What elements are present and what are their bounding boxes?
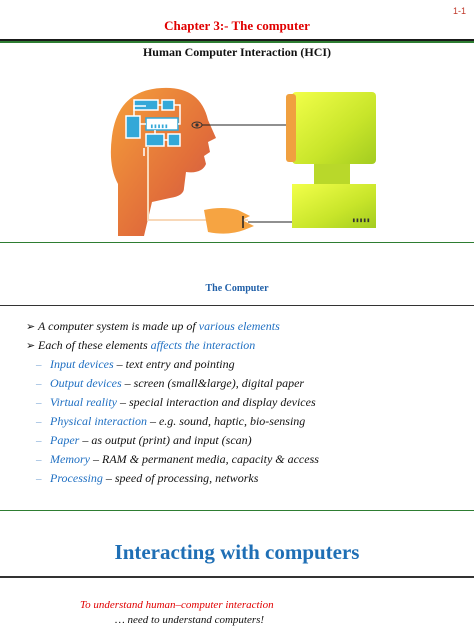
sub-item-term: Output devices <box>50 376 122 390</box>
sub-list-item <box>26 412 319 431</box>
sub-item-desc: – e.g. sound, haptic, bio-sensing <box>146 414 306 428</box>
dash-bullet-icon: – <box>36 454 42 466</box>
sub-item-desc: – screen (small&large), digital paper <box>121 376 305 390</box>
sub-item-desc: – speed of processing, networks <box>102 471 259 485</box>
sub-list-item <box>26 431 319 450</box>
dash-bullet-icon: – <box>36 378 42 390</box>
sub-list-item <box>26 469 319 488</box>
header-divider-green <box>0 41 474 43</box>
slide-heading: Interacting with computers <box>114 540 360 564</box>
sub-item-desc: – as output (print) and input (scan) <box>79 433 252 447</box>
sub-item-desc: – RAM & permanent media, capacity & access <box>89 452 319 466</box>
sub-item-term: Virtual reality <box>50 395 117 409</box>
sub-item-desc: – text entry and pointing <box>113 357 235 371</box>
list-item <box>26 317 319 336</box>
slide-divider <box>0 510 474 511</box>
dash-bullet-icon: – <box>36 473 42 485</box>
sub-list-item <box>26 393 319 412</box>
dash-bullet-icon: – <box>36 416 42 428</box>
bullet-text: Each of these elements <box>38 338 151 352</box>
dash-bullet-icon: – <box>36 435 42 447</box>
sub-list-item <box>26 355 319 374</box>
sub-item-term: Memory <box>50 452 90 466</box>
bullet-highlight: various elements <box>198 319 280 333</box>
arrow-bullet-icon: ➢ <box>26 321 36 333</box>
hci-title: Human Computer Interaction (HCI) <box>142 45 332 59</box>
sub-item-term: Physical interaction <box>50 414 147 428</box>
section-divider <box>0 305 474 306</box>
quote-line-2: … need to understand computers! <box>115 614 265 626</box>
sub-item-term: Paper <box>50 433 80 447</box>
sub-item-term: Processing <box>50 471 103 485</box>
svg-text:▮▮▮▮▮: ▮▮▮▮▮ <box>150 123 169 130</box>
sub-list-item <box>26 374 319 393</box>
bullet-text: A computer system is made up of <box>38 319 199 333</box>
arrow-bullet-icon: ➢ <box>26 340 36 352</box>
heading-divider <box>0 576 474 578</box>
sub-item-term: Input devices <box>50 357 114 371</box>
computer-tower-icon <box>292 164 376 228</box>
sub-list-item <box>26 450 319 469</box>
page-number: 1-1 <box>452 6 466 16</box>
dash-bullet-icon: – <box>36 359 42 371</box>
section-title: The Computer <box>205 283 269 294</box>
hci-illustration <box>104 86 384 238</box>
illustration-divider <box>0 242 474 243</box>
bullet-highlight: affects the interaction <box>150 338 256 352</box>
svg-text:▮▮▮▮▮: ▮▮▮▮▮ <box>352 217 371 224</box>
quote-line-1: To understand human–computer interaction <box>80 599 274 611</box>
computer-monitor-icon <box>286 92 376 164</box>
chapter-title: Chapter 3:- The computer <box>164 18 310 33</box>
sub-item-desc: – special interaction and display devices <box>117 395 316 409</box>
list-item <box>26 336 319 355</box>
content-list <box>26 317 319 488</box>
dash-bullet-icon: – <box>36 397 42 409</box>
